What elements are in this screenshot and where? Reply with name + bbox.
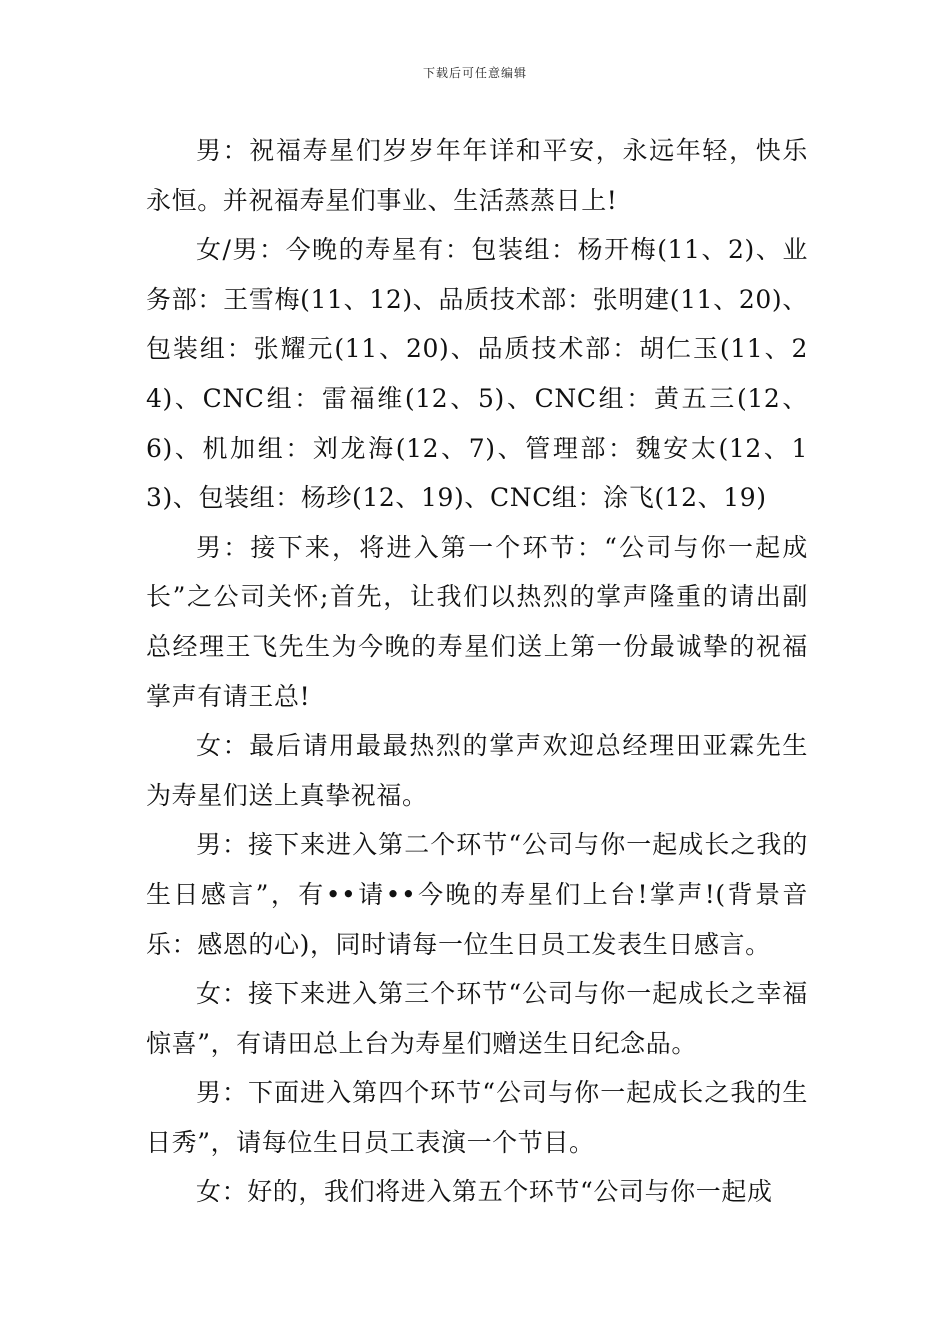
paragraph-second-segment: 男：接下来进入第二个环节“公司与你一起成长之我的生日感言”，有••请••今晚的寿星们上台!掌声!(背景音乐：感恩的心)，同时请每一位生日员工发表生日感言。 <box>146 830 808 959</box>
paragraph-fourth-segment: 男：下面进入第四个环节“公司与你一起成长之我的生日秀”，请每位生日员工表演一个节目。 <box>146 1078 808 1157</box>
paragraph-birthday-list: 女/男：今晚的寿星有：包装组：杨开梅(11、2)、业务部：王雪梅(11、12)、品质技术部：张明建(11、20)、包装组：张耀元(11、20)、品质技术部：胡仁玉(11、24)、CNC组：雷福维(12、5)、CNC组：黄五三(12、6)、机加组：刘龙海(12、7)、管理部：魏安太(12、13)、包装组：杨珍(12、19)、CNC组：涂飞(12、19) <box>146 235 808 513</box>
page-header: 下载后可任意编辑 <box>422 66 527 80</box>
paragraph-third-segment: 女：接下来进入第三个环节“公司与你一起成长之幸福惊喜”，有请田总上台为寿星们赠送生日纪念品。 <box>146 979 808 1058</box>
paragraph-general-manager: 女：最后请用最最热烈的掌声欢迎总经理田亚霖先生为寿星们送上真挚祝福。 <box>146 731 808 810</box>
paragraph-first-segment: 男：接下来，将进入第一个环节：“公司与你一起成长”之公司关怀;首先，让我们以热烈的掌声隆重的请出副总经理王飞先生为今晚的寿星们送上第一份最诚挚的祝福掌声有请王总! <box>146 532 808 711</box>
paragraph-blessing: 男：祝福寿星们岁岁年年详和平安，永远年轻，快乐永恒。并祝福寿星们事业、生活蒸蒸日上! <box>146 136 808 215</box>
paragraph-fifth-segment: 女：好的，我们将进入第五个环节“公司与你一起成 <box>196 1177 773 1207</box>
document-body <box>146 126 808 1217</box>
